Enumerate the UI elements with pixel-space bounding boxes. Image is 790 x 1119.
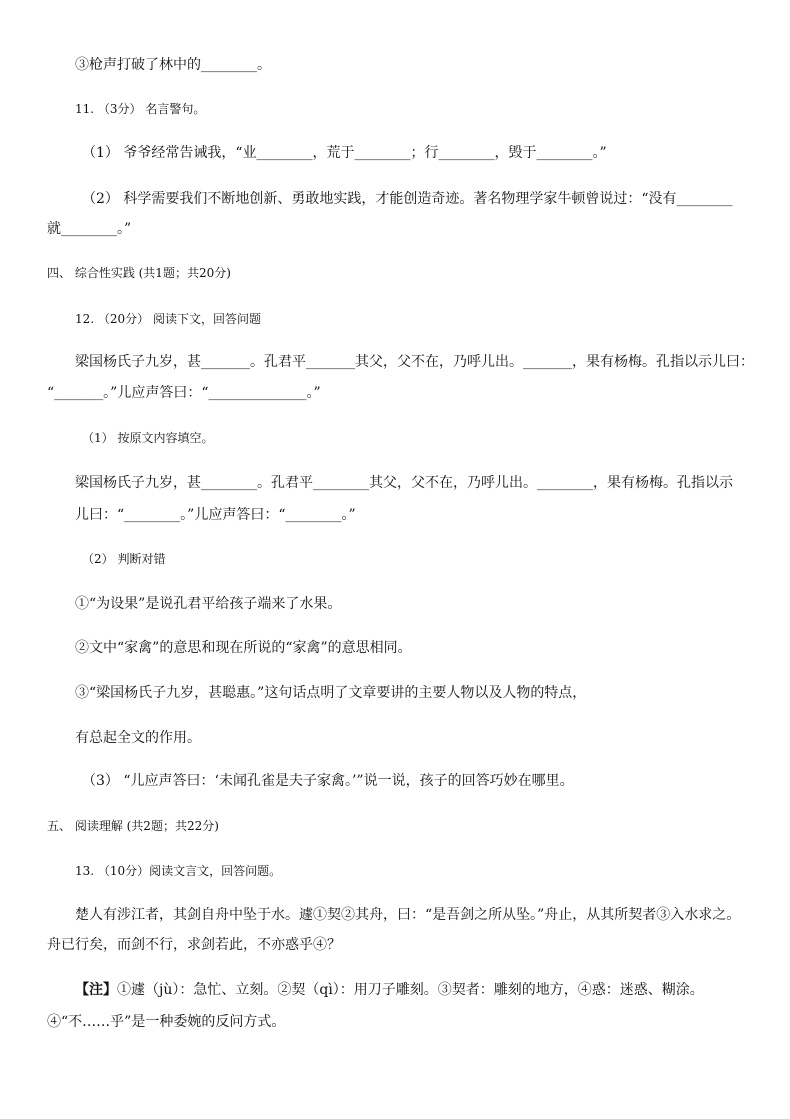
q12-part-2: （2） 判断对错 bbox=[82, 552, 166, 566]
q12-part-3: （3） “儿应声答曰：‘未闻孔雀是夫子家禽。’”说一说，孩子的回答巧妙在哪里。 bbox=[82, 773, 574, 789]
q12-passage-line-2: “_______。”儿应声答曰：“______________。” bbox=[47, 385, 321, 401]
q11-part-2-cont: 就________。” bbox=[47, 221, 132, 237]
q11-heading: 11. （3分） 名言警句。 bbox=[75, 102, 206, 116]
q13-note-line-1 bbox=[75, 980, 704, 1000]
section-5-heading: 五、 阅读理解 (共2题；共22分) bbox=[47, 819, 219, 833]
q13-passage-line-2: 舟已行矣，而剑不行，求剑若此，不亦惑乎④？ bbox=[47, 937, 341, 953]
q12-judge-3-cont: 有总起全文的作用。 bbox=[75, 730, 201, 746]
note-text: ①遽（jù）：急忙、立刻。②契（qì）：用刀子雕刻。③契者：雕刻的地方，④惑：迷惑、糊涂。 bbox=[117, 982, 704, 998]
q12-heading: 12. （20分） 阅读下文，回答问题 bbox=[75, 312, 261, 326]
q12-judge-2: ②文中“家禽”的意思和现在所说的“家禽”的意思相同。 bbox=[75, 640, 412, 656]
q11-part-2: （2） 科学需要我们不断地创新、勇敢地实践，才能创造奇迹。著名物理学家牛顿曾说过：“没有________ bbox=[82, 191, 733, 207]
q12-fill-line-2: 儿曰：“________。”儿应声答曰：“________。” bbox=[75, 507, 356, 523]
q13-passage-line-1: 楚人有涉江者，其剑自舟中坠于水。遽①契②其舟，曰：“是吾剑之所从坠。”舟止，从其所契者③入水求之。 bbox=[75, 907, 741, 923]
q13-heading: 13. （10分）阅读文言文，回答问题。 bbox=[75, 864, 282, 878]
q12-fill-line-1: 梁国杨氏子九岁，甚________。孔君平________其父，父不在，乃呼儿出。________，果有杨梅。孔指以示 bbox=[75, 475, 733, 491]
q12-part-1: （1） 按原文内容填空。 bbox=[82, 431, 214, 445]
q11-part-1: （1） 爷爷经常告诫我，“业________，荒于________；行________，毁于________。” bbox=[82, 145, 607, 161]
section-4-heading: 四、 综合性实践 (共1题；共20分) bbox=[47, 266, 231, 280]
note-label: 【注】 bbox=[75, 982, 117, 998]
q12-passage-line-1: 梁国杨氏子九岁，甚_______。孔君平_______其父，父不在，乃呼儿出。_______，果有杨梅。孔指以示儿曰： bbox=[75, 354, 754, 370]
q13-note-line-2: ④“不……乎”是一种委婉的反问方式。 bbox=[47, 1014, 286, 1030]
q12-judge-1: ①“为设果”是说孔君平给孩子端来了水果。 bbox=[75, 596, 342, 612]
q10-item-3: ③枪声打破了林中的________。 bbox=[75, 57, 271, 73]
q12-judge-3: ③“梁国杨氏子九岁，甚聪惠。”这句话点明了文章要讲的主要人物以及人物的特点， bbox=[75, 685, 587, 701]
